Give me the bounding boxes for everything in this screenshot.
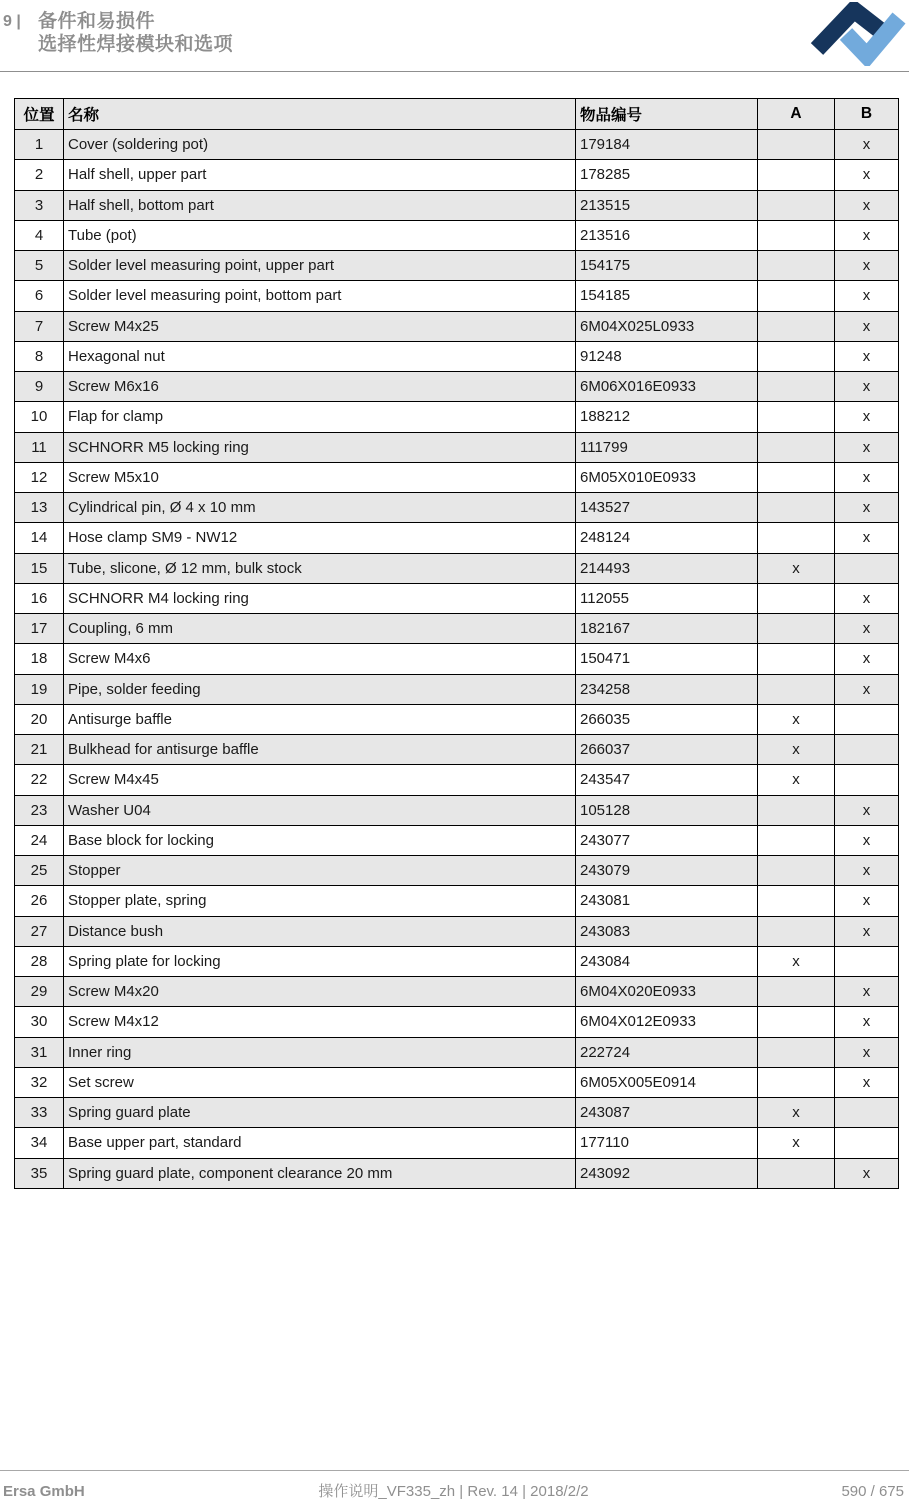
cell-item-number: 6M06X016E0933 <box>576 372 758 402</box>
cell-name: Stopper plate, spring <box>64 886 576 916</box>
cell-item-number: 234258 <box>576 674 758 704</box>
cell-position: 25 <box>15 856 64 886</box>
cell-item-number: 6M04X025L0933 <box>576 311 758 341</box>
cell-name: Cylindrical pin, Ø 4 x 10 mm <box>64 493 576 523</box>
cell-name: Spring guard plate, component clearance 20 mm <box>64 1158 576 1188</box>
cell-item-number: 222724 <box>576 1037 758 1067</box>
cell-a <box>758 523 835 553</box>
cell-a <box>758 583 835 613</box>
cell-position: 35 <box>15 1158 64 1188</box>
cell-a <box>758 856 835 886</box>
cell-name: Base block for locking <box>64 825 576 855</box>
cell-b: x <box>835 432 899 462</box>
cell-b: x <box>835 644 899 674</box>
cell-item-number: 243084 <box>576 946 758 976</box>
cell-position: 34 <box>15 1128 64 1158</box>
cell-name: Half shell, upper part <box>64 160 576 190</box>
cell-item-number: 6M04X012E0933 <box>576 1007 758 1037</box>
table-row <box>15 281 899 311</box>
cell-a: x <box>758 704 835 734</box>
table-row <box>15 311 899 341</box>
cell-position: 20 <box>15 704 64 734</box>
cell-b: x <box>835 311 899 341</box>
spare-parts-table <box>14 98 899 1189</box>
column-header-position: 位置 <box>15 99 64 130</box>
table-row <box>15 1158 899 1188</box>
table-row <box>15 886 899 916</box>
table-row <box>15 190 899 220</box>
cell-b <box>835 1098 899 1128</box>
cell-position: 4 <box>15 220 64 250</box>
cell-a <box>758 402 835 432</box>
cell-position: 28 <box>15 946 64 976</box>
cell-item-number: 243547 <box>576 765 758 795</box>
cell-position: 3 <box>15 190 64 220</box>
cell-position: 15 <box>15 553 64 583</box>
page-title-line1: 备件和易损件 <box>38 11 156 32</box>
column-header-name: 名称 <box>64 99 576 130</box>
table-row <box>15 977 899 1007</box>
cell-a <box>758 1067 835 1097</box>
cell-b: x <box>835 523 899 553</box>
parts-table-body <box>15 130 899 1189</box>
cell-position: 19 <box>15 674 64 704</box>
cell-item-number: 154185 <box>576 281 758 311</box>
table-row <box>15 462 899 492</box>
cell-b: x <box>835 886 899 916</box>
cell-b: x <box>835 916 899 946</box>
cell-position: 18 <box>15 644 64 674</box>
cell-a <box>758 130 835 160</box>
table-row <box>15 795 899 825</box>
column-header-b: B <box>835 99 899 130</box>
cell-position: 14 <box>15 523 64 553</box>
cell-a <box>758 432 835 462</box>
footer-doc-info: 操作说明_VF335_zh | Rev. 14 | 2018/2/2 <box>318 1483 589 1500</box>
cell-b: x <box>835 251 899 281</box>
cell-a <box>758 644 835 674</box>
cell-name: Inner ring <box>64 1037 576 1067</box>
cell-a <box>758 674 835 704</box>
table-row <box>15 251 899 281</box>
cell-item-number: 177110 <box>576 1128 758 1158</box>
table-row <box>15 493 899 523</box>
cell-a: x <box>758 735 835 765</box>
table-row <box>15 644 899 674</box>
cell-position: 31 <box>15 1037 64 1067</box>
cell-name: Pipe, solder feeding <box>64 674 576 704</box>
table-row <box>15 614 899 644</box>
table-row <box>15 402 899 432</box>
cell-item-number: 243083 <box>576 916 758 946</box>
cell-name: Tube, slicone, Ø 12 mm, bulk stock <box>64 553 576 583</box>
cell-b: x <box>835 795 899 825</box>
cell-item-number: 213516 <box>576 220 758 250</box>
cell-b: x <box>835 977 899 1007</box>
table-row <box>15 1007 899 1037</box>
cell-item-number: 112055 <box>576 583 758 613</box>
cell-a <box>758 220 835 250</box>
cell-position: 17 <box>15 614 64 644</box>
table-row <box>15 432 899 462</box>
column-header-item-number: 物品编号 <box>576 99 758 130</box>
cell-position: 23 <box>15 795 64 825</box>
cell-position: 13 <box>15 493 64 523</box>
cell-name: Screw M4x12 <box>64 1007 576 1037</box>
cell-name: Stopper <box>64 856 576 886</box>
table-header-row <box>15 99 899 130</box>
cell-item-number: 243087 <box>576 1098 758 1128</box>
cell-b <box>835 704 899 734</box>
cell-position: 22 <box>15 765 64 795</box>
cell-name: Washer U04 <box>64 795 576 825</box>
cell-item-number: 248124 <box>576 523 758 553</box>
footer-divider <box>0 1470 909 1471</box>
table-row <box>15 735 899 765</box>
cell-b: x <box>835 190 899 220</box>
table-row <box>15 372 899 402</box>
table-row <box>15 130 899 160</box>
cell-position: 8 <box>15 341 64 371</box>
cell-item-number: 188212 <box>576 402 758 432</box>
cell-item-number: 178285 <box>576 160 758 190</box>
cell-position: 11 <box>15 432 64 462</box>
cell-name: Hexagonal nut <box>64 341 576 371</box>
cell-name: Distance bush <box>64 916 576 946</box>
table-row <box>15 825 899 855</box>
table-row <box>15 946 899 976</box>
cell-item-number: 266035 <box>576 704 758 734</box>
cell-position: 9 <box>15 372 64 402</box>
column-header-a: A <box>758 99 835 130</box>
cell-b: x <box>835 462 899 492</box>
cell-name: Spring plate for locking <box>64 946 576 976</box>
cell-name: Screw M5x10 <box>64 462 576 492</box>
table-row <box>15 220 899 250</box>
cell-name: Coupling, 6 mm <box>64 614 576 644</box>
cell-name: Screw M6x16 <box>64 372 576 402</box>
cell-name: Half shell, bottom part <box>64 190 576 220</box>
table-row <box>15 341 899 371</box>
cell-item-number: 111799 <box>576 432 758 462</box>
table-row <box>15 856 899 886</box>
cell-name: Flap for clamp <box>64 402 576 432</box>
cell-b: x <box>835 856 899 886</box>
cell-a <box>758 1037 835 1067</box>
cell-a <box>758 977 835 1007</box>
cell-a <box>758 795 835 825</box>
page-title-line2: 选择性焊接模块和选项 <box>38 34 234 55</box>
cell-name: Base upper part, standard <box>64 1128 576 1158</box>
cell-a <box>758 372 835 402</box>
cell-b: x <box>835 220 899 250</box>
cell-b: x <box>835 614 899 644</box>
cell-name: Screw M4x20 <box>64 977 576 1007</box>
cell-a: x <box>758 1098 835 1128</box>
cell-item-number: 214493 <box>576 553 758 583</box>
cell-b: x <box>835 1067 899 1097</box>
cell-b: x <box>835 583 899 613</box>
cell-b: x <box>835 493 899 523</box>
ersa-logo <box>807 2 907 66</box>
cell-item-number: 154175 <box>576 251 758 281</box>
cell-item-number: 243079 <box>576 856 758 886</box>
cell-b: x <box>835 825 899 855</box>
cell-name: Bulkhead for antisurge baffle <box>64 735 576 765</box>
cell-item-number: 182167 <box>576 614 758 644</box>
cell-a <box>758 160 835 190</box>
page-footer <box>0 1482 909 1502</box>
cell-a <box>758 462 835 492</box>
cell-name: Spring guard plate <box>64 1098 576 1128</box>
cell-position: 21 <box>15 735 64 765</box>
cell-a <box>758 916 835 946</box>
cell-name: Screw M4x25 <box>64 311 576 341</box>
table-row <box>15 160 899 190</box>
cell-b: x <box>835 1158 899 1188</box>
cell-b <box>835 735 899 765</box>
cell-item-number: 179184 <box>576 130 758 160</box>
cell-a: x <box>758 765 835 795</box>
cell-position: 26 <box>15 886 64 916</box>
chapter-number: 9 | <box>3 13 21 30</box>
page-title <box>38 10 233 56</box>
cell-item-number: 6M04X020E0933 <box>576 977 758 1007</box>
cell-a <box>758 1007 835 1037</box>
cell-b: x <box>835 130 899 160</box>
cell-b: x <box>835 1037 899 1067</box>
cell-position: 30 <box>15 1007 64 1037</box>
cell-b: x <box>835 402 899 432</box>
cell-item-number: 91248 <box>576 341 758 371</box>
cell-b: x <box>835 341 899 371</box>
cell-a: x <box>758 553 835 583</box>
cell-a <box>758 1158 835 1188</box>
cell-a <box>758 825 835 855</box>
cell-name: Hose clamp SM9 - NW12 <box>64 523 576 553</box>
cell-item-number: 243092 <box>576 1158 758 1188</box>
header-divider <box>0 71 909 72</box>
table-row <box>15 1098 899 1128</box>
cell-name: Cover (soldering pot) <box>64 130 576 160</box>
cell-name: SCHNORR M5 locking ring <box>64 432 576 462</box>
cell-position: 2 <box>15 160 64 190</box>
table-row <box>15 1128 899 1158</box>
footer-page-number: 590 / 675 <box>841 1483 904 1500</box>
cell-position: 5 <box>15 251 64 281</box>
cell-item-number: 266037 <box>576 735 758 765</box>
table-row <box>15 583 899 613</box>
cell-position: 32 <box>15 1067 64 1097</box>
cell-a <box>758 251 835 281</box>
table-row <box>15 704 899 734</box>
cell-position: 6 <box>15 281 64 311</box>
cell-b: x <box>835 674 899 704</box>
cell-b <box>835 765 899 795</box>
cell-item-number: 105128 <box>576 795 758 825</box>
cell-position: 12 <box>15 462 64 492</box>
cell-item-number: 150471 <box>576 644 758 674</box>
cell-a <box>758 190 835 220</box>
cell-a <box>758 341 835 371</box>
footer-company: Ersa GmbH <box>3 1483 85 1500</box>
cell-position: 33 <box>15 1098 64 1128</box>
cell-b: x <box>835 160 899 190</box>
cell-name: Solder level measuring point, bottom part <box>64 281 576 311</box>
table-row <box>15 553 899 583</box>
cell-item-number: 6M05X005E0914 <box>576 1067 758 1097</box>
cell-b: x <box>835 281 899 311</box>
cell-item-number: 243077 <box>576 825 758 855</box>
cell-a <box>758 311 835 341</box>
cell-a <box>758 614 835 644</box>
table-row <box>15 1037 899 1067</box>
cell-b <box>835 1128 899 1158</box>
table-row <box>15 765 899 795</box>
cell-name: SCHNORR M4 locking ring <box>64 583 576 613</box>
cell-name: Set screw <box>64 1067 576 1097</box>
cell-a <box>758 493 835 523</box>
cell-position: 29 <box>15 977 64 1007</box>
cell-position: 16 <box>15 583 64 613</box>
cell-name: Screw M4x45 <box>64 765 576 795</box>
table-row <box>15 523 899 553</box>
cell-item-number: 243081 <box>576 886 758 916</box>
cell-item-number: 213515 <box>576 190 758 220</box>
cell-a: x <box>758 1128 835 1158</box>
cell-position: 24 <box>15 825 64 855</box>
cell-a <box>758 886 835 916</box>
cell-a: x <box>758 946 835 976</box>
table-row <box>15 916 899 946</box>
cell-name: Antisurge baffle <box>64 704 576 734</box>
cell-name: Screw M4x6 <box>64 644 576 674</box>
cell-position: 27 <box>15 916 64 946</box>
cell-name: Tube (pot) <box>64 220 576 250</box>
cell-position: 7 <box>15 311 64 341</box>
cell-item-number: 143527 <box>576 493 758 523</box>
cell-position: 10 <box>15 402 64 432</box>
cell-item-number: 6M05X010E0933 <box>576 462 758 492</box>
cell-a <box>758 281 835 311</box>
table-row <box>15 674 899 704</box>
table-row <box>15 1067 899 1097</box>
cell-name: Solder level measuring point, upper part <box>64 251 576 281</box>
cell-b <box>835 553 899 583</box>
cell-position: 1 <box>15 130 64 160</box>
cell-b: x <box>835 372 899 402</box>
cell-b: x <box>835 1007 899 1037</box>
cell-b <box>835 946 899 976</box>
